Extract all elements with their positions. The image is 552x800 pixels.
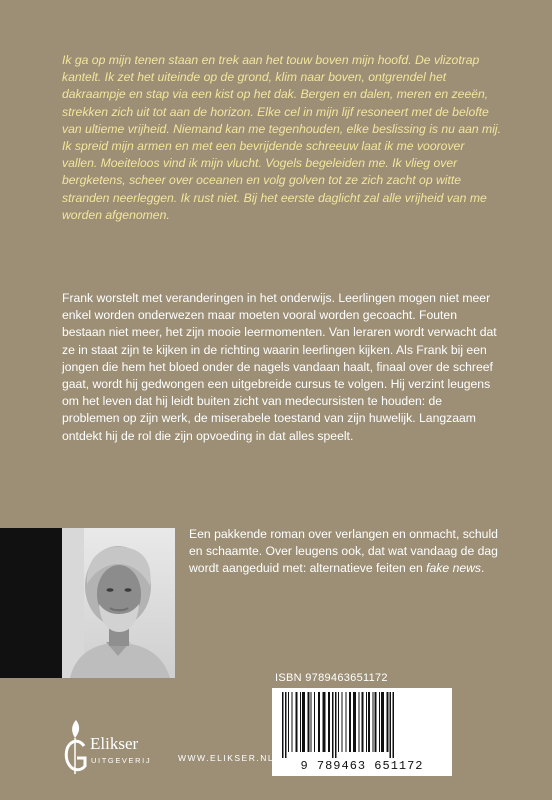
- barcode-bar: [379, 692, 380, 752]
- barcode-bar: [362, 692, 364, 752]
- isbn-label: ISBN 9789463651172: [275, 672, 388, 684]
- barcode-icon: [272, 688, 452, 760]
- pitch-text: Een pakkende roman over verlangen en onmacht, schuld en schaamte. Over leugens ook, dat wat vandaag de dag wordt aangeduid met: alternatieve feiten en: [189, 527, 498, 576]
- synopsis-text: Frank worstelt met veranderingen in het onderwijs. Leerlingen mogen niet meer enkel worden onderwezen maar moeten vooral worden gecoacht. Fouten bestaan niet meer, het zijn mooie leermomenten. Van leraren wordt verwacht dat ze in staat zijn te kijken in de richting waarin leerlingen kijken. Als Frank bij een jongen die hem het bloed onder de nagels vandaan haalt, finaal over de schreef gaat, wordt hij gedwongen een uitgebreide cursus te volgen. Hij verzint leugens om het leven dat hij leidt buiten zicht van medecursisten te houden: de problemen op zijn werk, de miserabele toestand van zijn huwelijk. Langzaam ontdekt hij de rol die zijn opvoeding in dat alles speelt.: [62, 291, 497, 443]
- barcode-bar: [375, 692, 377, 752]
- publisher-name: Elikser: [90, 734, 139, 753]
- barcode-bar: [328, 692, 330, 752]
- barcode-bar: [335, 692, 337, 758]
- author-photo: [62, 528, 175, 678]
- barcode-bar: [325, 692, 326, 752]
- publisher-subtitle: UITGEVERIJ: [91, 756, 152, 765]
- barcode-bar: [390, 692, 392, 758]
- barcode-bar: [292, 692, 293, 752]
- publisher-website[interactable]: WWW.ELIKSER.NL: [178, 753, 275, 763]
- pitch-end: .: [481, 561, 485, 576]
- barcode-bar: [381, 692, 384, 752]
- barcode-number: 9 789463 651172: [272, 759, 452, 773]
- isbn-barcode: [272, 688, 452, 776]
- barcode-bar: [332, 692, 334, 758]
- barcode-bar: [288, 692, 289, 752]
- elikser-g-flame-logo-icon: [58, 716, 92, 776]
- pitch-emphasis: fake news: [426, 561, 482, 576]
- author-portrait-icon: [62, 528, 175, 678]
- barcode-bar: [302, 692, 305, 752]
- barcode-bar: [349, 692, 351, 752]
- barcode-bar: [342, 692, 343, 752]
- barcode-bar: [308, 692, 310, 752]
- barcode-bar: [285, 692, 287, 758]
- barcode-bar: [311, 692, 312, 752]
- barcode-bar: [387, 692, 389, 752]
- barcode-bar: [318, 692, 320, 752]
- barcode-bar: [282, 692, 284, 758]
- barcode-bar: [366, 692, 367, 752]
- barcode-bar: [296, 692, 298, 752]
- barcode-bar: [359, 692, 360, 752]
- author-photo-shadow-panel: [0, 528, 62, 678]
- barcode-bar: [393, 692, 395, 758]
- barcode-bar: [300, 692, 301, 752]
- barcode-bar: [368, 692, 370, 752]
- barcode-bar: [314, 692, 315, 752]
- barcode-bar: [323, 692, 325, 752]
- barcode-bar: [346, 692, 347, 752]
- barcode-bar: [373, 692, 374, 752]
- barcode-bar: [353, 692, 356, 752]
- publisher-logo: [58, 716, 168, 776]
- book-pitch: [189, 526, 509, 578]
- barcode-bar: [338, 692, 339, 752]
- back-cover-quote: Ik ga op mijn tenen staan en trek aan het touw boven mijn hoofd. De vlizotrap kantelt. Ik zet het uiteinde op de grond, klim naar boven, ontgrendel het dakraampje en stap via een kist op het dak. Bergen en dalen, meren en zeeën, strekken zich uit tot aan de horizon. Elke cel in mijn lijf resoneert met de belofte van ultieme vrijheid. Niemand kan me tegenhouden, elke beslissing is nu aan mij. Ik spreid mijn armen en met een bevrijdende schreeuw laat ik me voorover vallen. Moeiteloos vind ik mijn vlucht. Vogels begeleiden me. Ik vlieg over bergketens, scheer over oceanen en volg golven tot ze zich zacht op witte stranden neerleggen. Ik rust niet. Bij het eerste daglicht zal alle vrijheid van me worden afgenomen.: [62, 53, 501, 222]
